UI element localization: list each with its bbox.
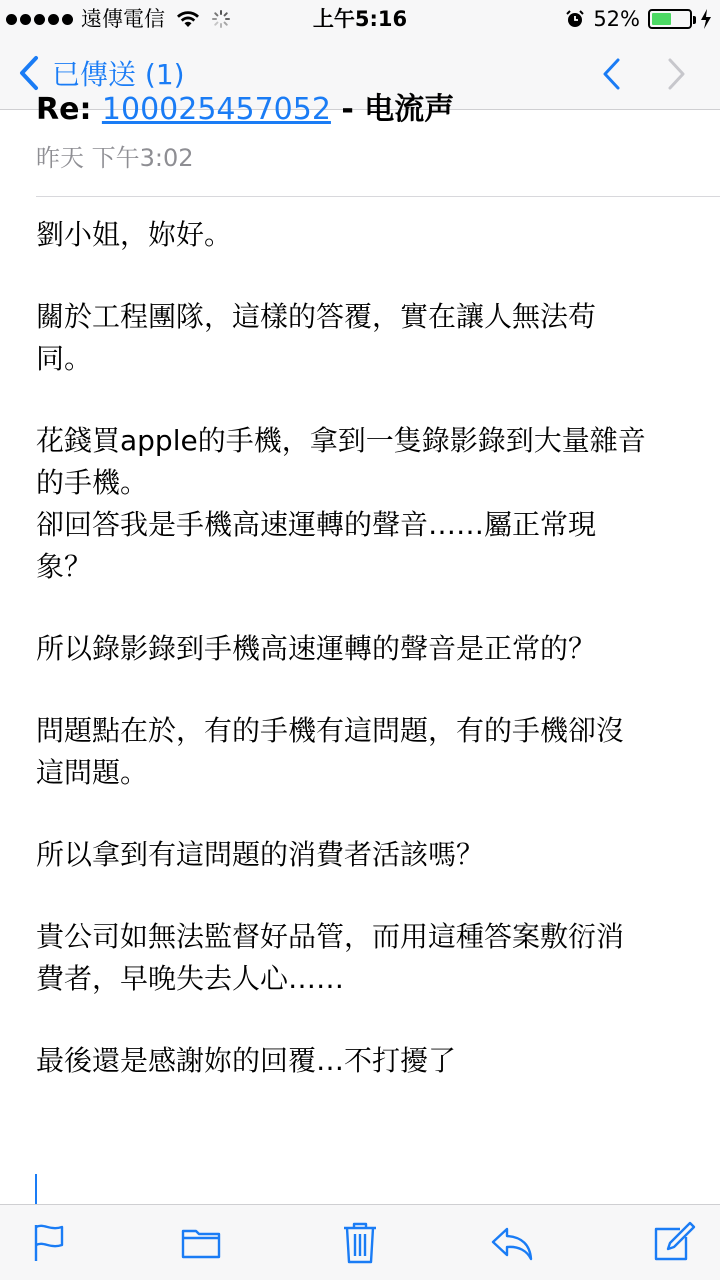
reply-icon[interactable] <box>489 1219 535 1265</box>
body-paragraph <box>36 710 686 794</box>
next-message-button[interactable] <box>664 56 690 92</box>
header-divider <box>36 196 720 197</box>
text-cursor <box>35 1174 37 1204</box>
body-line: 這問題。 <box>36 756 149 789</box>
status-right <box>565 0 712 38</box>
alarm-icon <box>565 9 585 29</box>
body-paragraph <box>36 420 686 588</box>
message-subject <box>36 90 454 130</box>
chevron-left-icon <box>18 55 40 91</box>
subject-case-number-link[interactable]: 100025457052 <box>101 92 331 127</box>
body-line: 同。 <box>36 342 93 375</box>
body-paragraph <box>36 1040 686 1082</box>
message-header <box>0 92 720 198</box>
body-line: 所以拿到有這問題的消費者活該嗎？ <box>36 838 485 871</box>
compose-icon[interactable] <box>650 1219 696 1265</box>
subject-prefix: Re: <box>36 92 102 127</box>
body-line: 貴公司如無法監督好品管，而用這種答案敷衍消 <box>36 920 625 953</box>
body-line: 關於工程團隊，這樣的答覆，實在讓人無法苟 <box>36 300 597 333</box>
subject-suffix: - 电流声 <box>330 92 455 127</box>
flag-icon[interactable] <box>26 1219 72 1265</box>
trash-icon[interactable] <box>337 1219 383 1265</box>
charging-bolt-icon <box>700 9 712 29</box>
body-paragraph <box>36 214 686 256</box>
body-line: 最後還是感謝妳的回覆…不打擾了 <box>36 1044 457 1077</box>
back-button-label: 已傳送 (1) <box>52 58 185 91</box>
carrier-name: 遠傳電信 <box>81 7 165 31</box>
body-paragraph <box>36 834 686 876</box>
body-line: 卻回答我是手機高速運轉的聲音……屬正常現 <box>36 508 597 541</box>
battery-icon <box>648 9 692 29</box>
body-line: 象？ <box>36 550 93 583</box>
status-time: 上午5:16 <box>312 7 408 31</box>
previous-message-button[interactable] <box>598 56 624 92</box>
message-body[interactable] <box>36 214 686 1122</box>
body-line: 劉小姐，妳好。 <box>36 218 233 251</box>
message-date: 昨天 下午3:02 <box>36 144 194 172</box>
battery-percent: 52% <box>593 7 640 31</box>
body-line: 所以錄影錄到手機高速運轉的聲音是正常的？ <box>36 632 597 665</box>
body-paragraph <box>36 296 686 380</box>
body-line: 花錢買apple的手機，拿到一隻錄影錄到大量雜音 <box>36 424 646 457</box>
body-paragraph <box>36 628 686 670</box>
battery-level <box>652 13 671 25</box>
body-line: 問題點在於，有的手機有這問題，有的手機卻沒 <box>36 714 625 747</box>
body-paragraph <box>36 916 686 1000</box>
status-bar <box>0 0 720 38</box>
folder-icon[interactable] <box>178 1219 224 1265</box>
body-line: 的手機。 <box>36 466 149 499</box>
body-line: 費者，早晚失去人心…… <box>36 962 345 995</box>
bottom-toolbar <box>0 1204 720 1280</box>
